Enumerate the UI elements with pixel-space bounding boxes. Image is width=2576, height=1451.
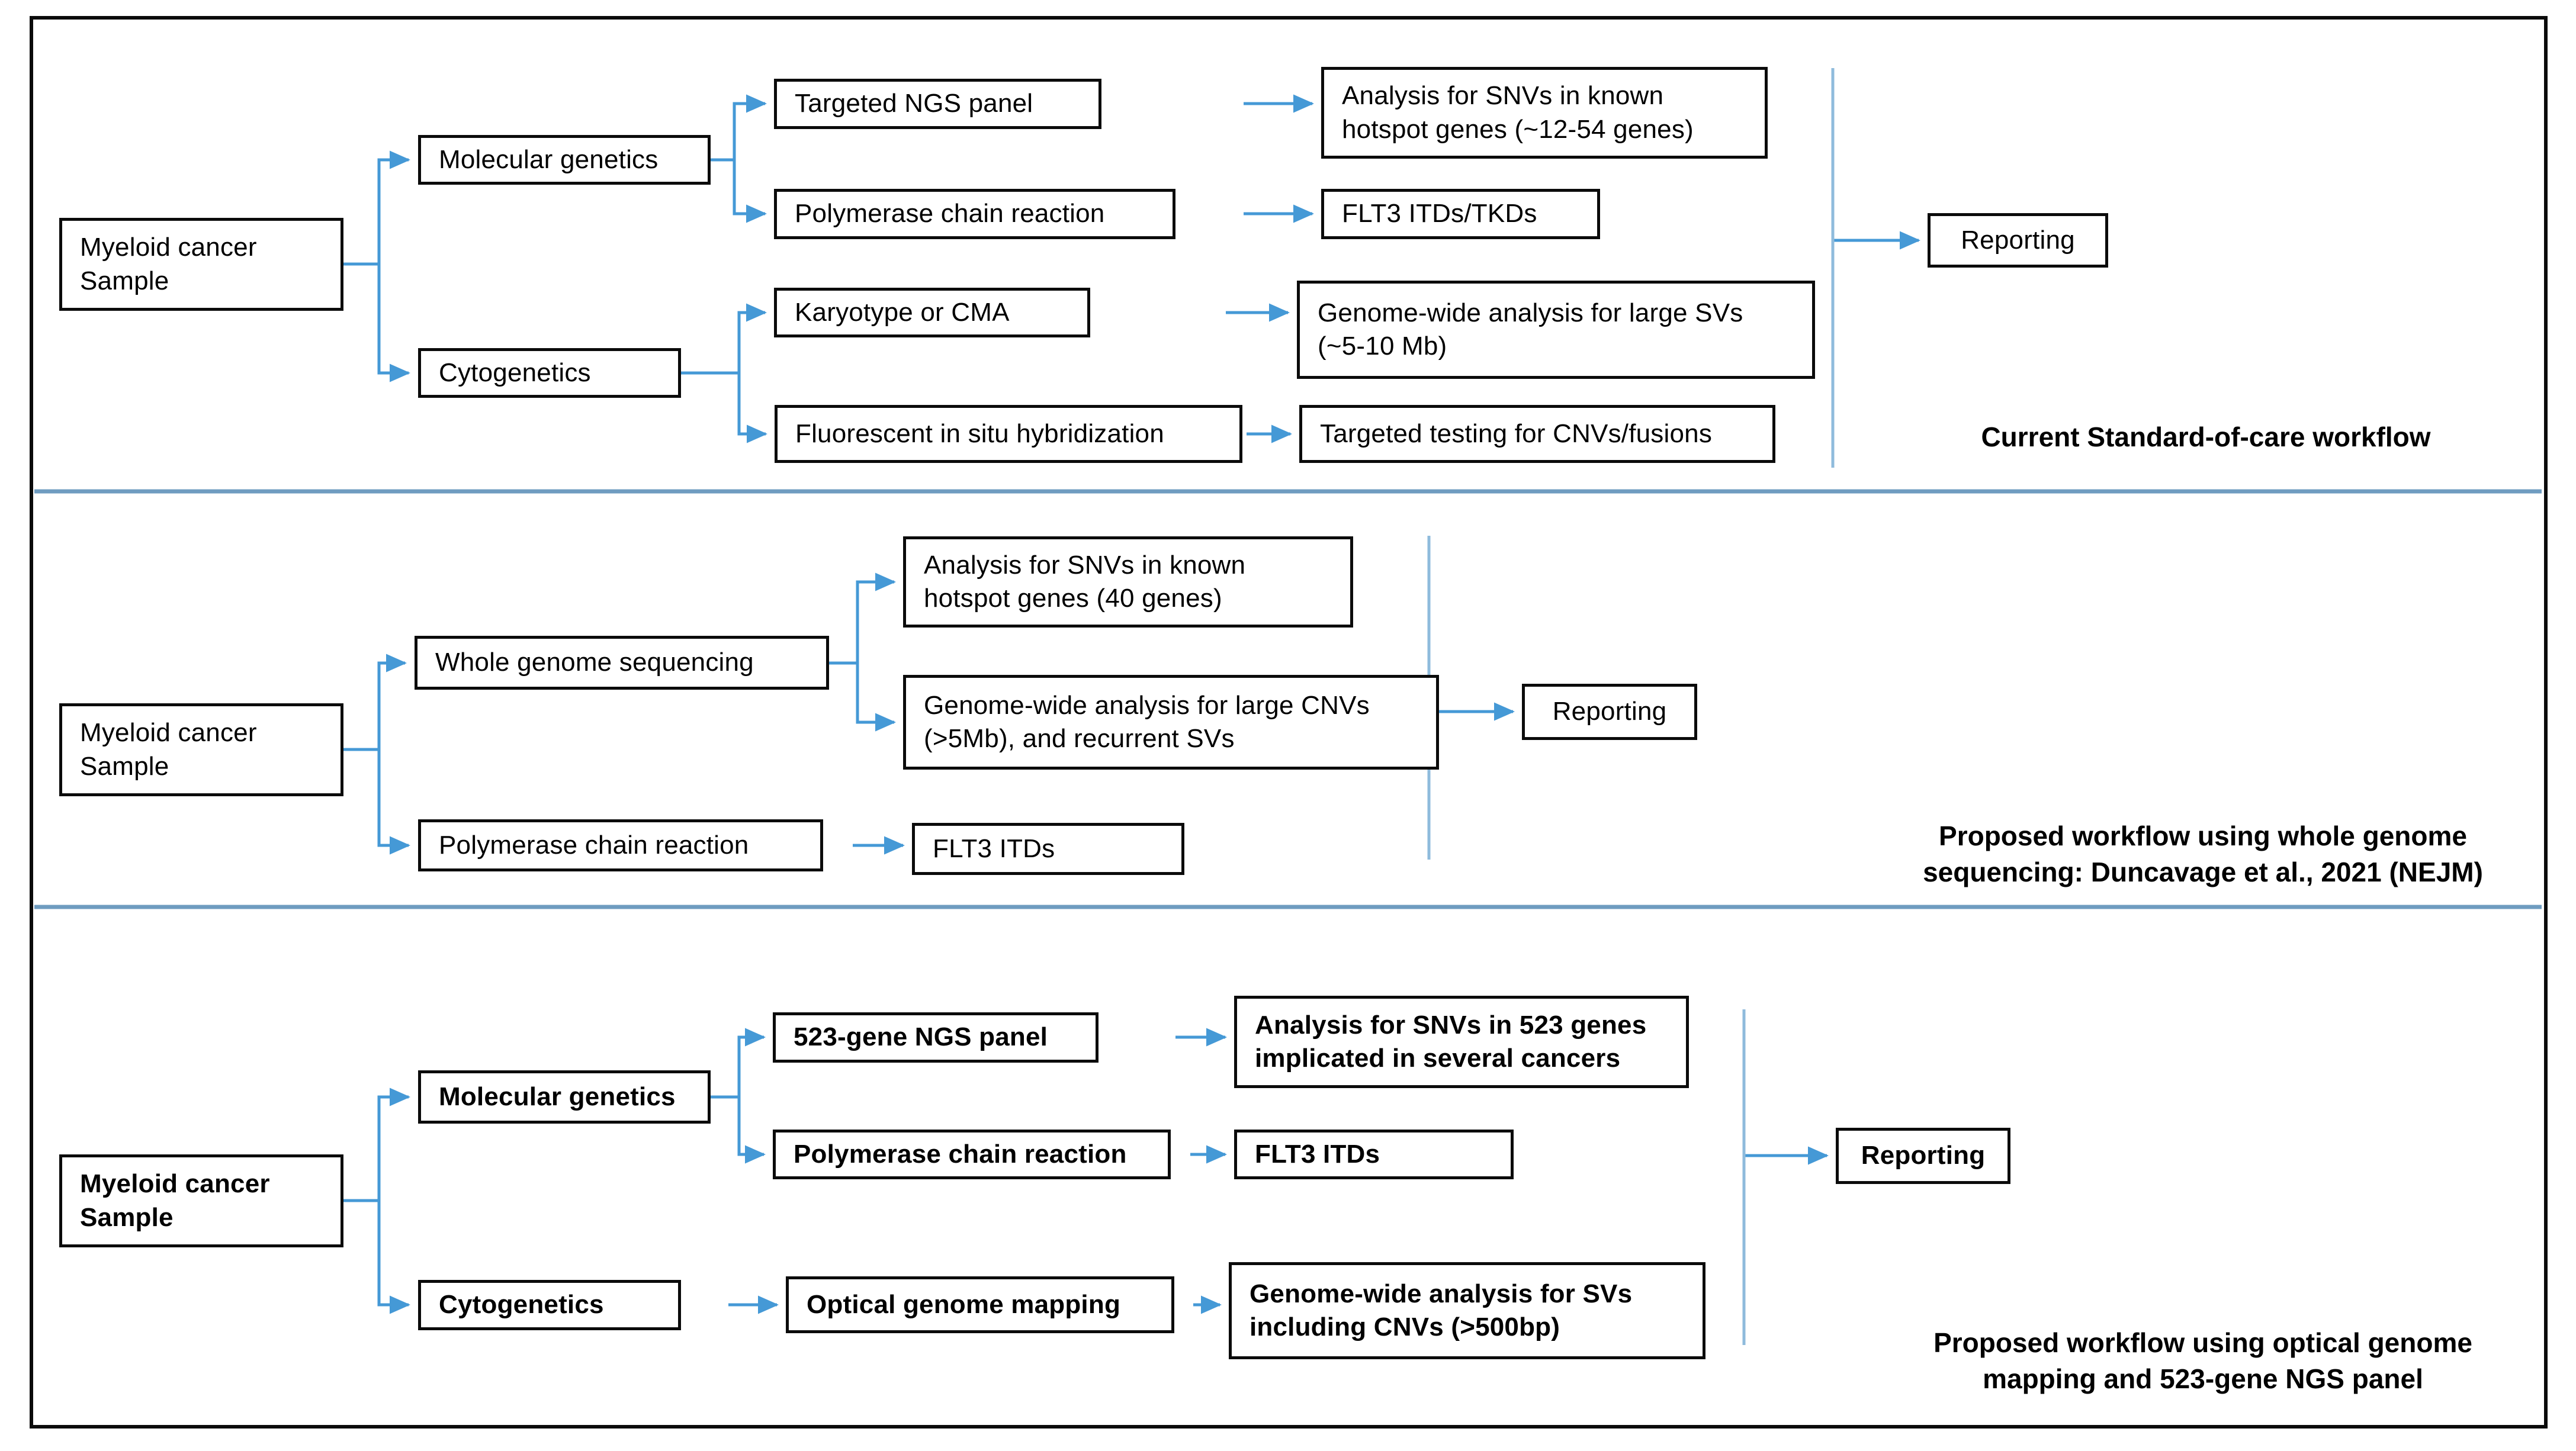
box-genome-wide-sv: [1297, 281, 1815, 379]
box-label: Polymerase chain reaction: [794, 1139, 1127, 1169]
box-label: Polymerase chain reaction: [439, 830, 749, 860]
caption-ogm-workflow: Proposed workflow using optical genome mapping and 523-gene NGS panel: [1933, 1327, 2472, 1394]
box-karyotype-cma: [774, 288, 1090, 337]
box-targeted-ngs-panel: [774, 79, 1101, 129]
box-molecular-genetics: [418, 1070, 711, 1124]
box-label: Reporting: [1552, 697, 1667, 726]
box-label: Cytogenetics: [439, 358, 591, 387]
box-label: Analysis for SNVs in known hotspot genes (40 genes): [924, 550, 1246, 613]
box-snv-40-genes: [903, 536, 1353, 628]
box-label: FLT3 ITDs: [1255, 1139, 1380, 1169]
caption-current-standard: Current Standard-of-care workflow: [1981, 422, 2431, 452]
box-cytogenetics: [418, 1280, 681, 1330]
box-flt3-itds-tkds: [1321, 189, 1600, 239]
box-label: Molecular genetics: [439, 1082, 676, 1111]
box-cytogenetics: [418, 348, 681, 398]
box-label: Targeted testing for CNVs/fusions: [1320, 419, 1713, 448]
box-label: Genome-wide analysis for large CNVs (>5Mb), and recurrent SVs: [924, 690, 1370, 753]
box-optical-genome-mapping: [786, 1276, 1174, 1333]
box-myeloid-sample: [59, 703, 343, 796]
box-label: FLT3 ITDs: [933, 834, 1055, 863]
box-label: Analysis for SNVs in known hotspot genes (~12-54 genes): [1342, 81, 1694, 144]
box-label: 523-gene NGS panel: [794, 1022, 1048, 1052]
box-label: Polymerase chain reaction: [795, 199, 1105, 229]
box-label: Fluorescent in situ hybridization: [795, 419, 1164, 448]
box-genome-wide-sv-cnv: [1229, 1262, 1705, 1359]
box-label: Whole genome sequencing: [435, 648, 754, 677]
box-label: Optical genome mapping: [807, 1289, 1121, 1319]
box-molecular-genetics: [418, 135, 711, 185]
box-label: Myeloid cancer Sample: [80, 718, 257, 781]
caption-wgs-workflow: Proposed workflow using whole genome sequencing: Duncavage et al., 2021 (NEJM): [1923, 821, 2483, 887]
box-label: Genome-wide analysis for large SVs (~5-10 Mb): [1318, 298, 1743, 361]
box-snv-hotspot-analysis: [1321, 67, 1768, 159]
box-label: Reporting: [1861, 1141, 1986, 1170]
box-fish: [775, 405, 1242, 463]
box-label: Molecular genetics: [439, 144, 659, 174]
box-flt3-itds: [1234, 1130, 1514, 1179]
box-label: Myeloid cancer Sample: [80, 1169, 270, 1232]
box-myeloid-sample: [59, 1154, 343, 1247]
box-genome-wide-cnv-sv: [903, 675, 1439, 770]
box-pcr: [774, 189, 1175, 239]
box-snv-523-genes: [1234, 996, 1689, 1088]
box-flt3-itds: [912, 823, 1184, 875]
box-label: Genome-wide analysis for SVs including CNVs (>500bp): [1250, 1279, 1633, 1341]
box-label: Reporting: [1961, 225, 2075, 255]
box-reporting: [1836, 1128, 2010, 1184]
box-523-gene-ngs-panel: [773, 1012, 1099, 1063]
box-label: FLT3 ITDs/TKDs: [1342, 199, 1537, 229]
box-label: Analysis for SNVs in 523 genes implicated in several cancers: [1255, 1010, 1647, 1073]
box-label: Cytogenetics: [439, 1290, 604, 1320]
box-whole-genome-sequencing: [415, 636, 829, 690]
box-pcr: [418, 819, 823, 871]
box-reporting: [1928, 213, 2108, 268]
box-label: Karyotype or CMA: [795, 297, 1010, 327]
box-reporting: [1522, 684, 1697, 740]
box-targeted-cnv-fusions: [1299, 405, 1775, 463]
box-label: Myeloid cancer Sample: [80, 233, 257, 295]
box-pcr: [773, 1130, 1171, 1179]
box-label: Targeted NGS panel: [795, 89, 1033, 118]
box-myeloid-sample: [59, 218, 343, 311]
